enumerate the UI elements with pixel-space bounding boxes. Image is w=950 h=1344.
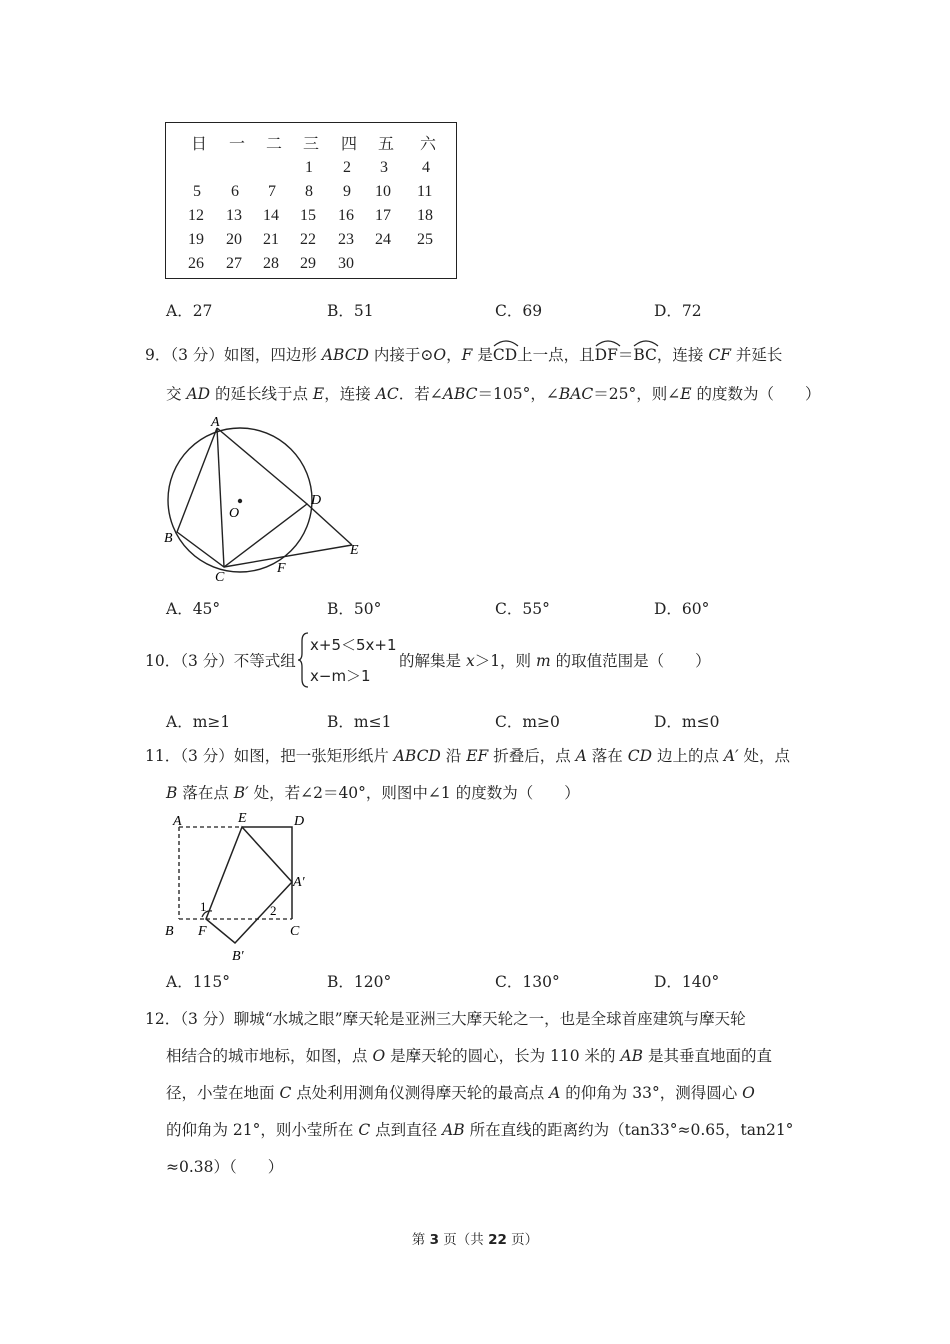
- q9-line-2: 交 AD 的延长线于点 E，连接 AC．若∠ABC＝105°，∠BAC＝25°，则∠E 的度数为（ ）: [166, 385, 821, 403]
- q10-option-b[interactable]: B．m≤1: [327, 713, 392, 731]
- label-e: E: [238, 811, 247, 826]
- calendar-header: 日: [191, 134, 208, 153]
- q10-option-d[interactable]: D．m≤0: [654, 713, 720, 731]
- label-b-prime: B′: [232, 949, 244, 964]
- q11-line-1: 11．（3 分）如图，把一张矩形纸片 ABCD 沿 EF 折叠后，点 A 落在 CD 边上的点 A′ 处，点: [145, 747, 791, 765]
- inequality-1: x+5＜5x+1: [310, 636, 397, 654]
- q8-option-b[interactable]: B．51: [327, 302, 374, 320]
- calendar-header: 三: [303, 134, 320, 153]
- q10-option-a[interactable]: A．m≥1: [166, 713, 231, 731]
- calendar-day: 26: [188, 255, 204, 272]
- calendar-day: 21: [263, 231, 279, 248]
- q12-line-1: 12．（3 分）聊城“水城之眼”摩天轮是亚洲三大摩天轮之一，也是全球首座建筑与摩天轮: [145, 1010, 746, 1028]
- calendar-day: 2: [343, 159, 351, 176]
- q9-option-d[interactable]: D．60°: [654, 600, 710, 618]
- q11-fold-figure: [160, 810, 320, 968]
- q8-option-a[interactable]: A．27: [166, 302, 213, 320]
- calendar-day: 3: [380, 159, 388, 176]
- label-b: B: [165, 924, 174, 939]
- calendar-day: 15: [300, 207, 316, 224]
- calendar-header: 四: [341, 134, 358, 153]
- calendar-table: [165, 122, 457, 279]
- calendar-day: 24: [375, 231, 391, 248]
- label-angle-2: 2: [270, 903, 277, 918]
- calendar-day: 14: [263, 207, 279, 224]
- label-b: B: [164, 531, 173, 546]
- calendar-day: 18: [417, 207, 433, 224]
- calendar-day: 28: [263, 255, 279, 272]
- q11-option-a[interactable]: A．115°: [166, 973, 231, 991]
- calendar-day: 16: [338, 207, 354, 224]
- calendar-day: 11: [417, 183, 433, 200]
- calendar-day: 9: [343, 183, 351, 200]
- q11-option-d[interactable]: D．140°: [654, 973, 720, 991]
- calendar-day: 7: [268, 183, 276, 200]
- segment-de: [307, 504, 352, 545]
- left-brace: [298, 631, 310, 689]
- calendar-day: 22: [300, 231, 316, 248]
- calendar-day: 6: [231, 183, 239, 200]
- q8-option-d[interactable]: D．72: [654, 302, 702, 320]
- calendar-header: 五: [378, 134, 395, 153]
- calendar-day: 1: [305, 159, 313, 176]
- q9-line-1: 9．（3 分）如图，四边形 ABCD 内接于⊙O，F 是 CD上一点，且 DF＝ BC，连接 CF 并延长: [145, 345, 782, 365]
- label-a: A: [211, 415, 220, 430]
- q10-prefix: 10．（3 分）不等式组: [145, 652, 296, 670]
- q10-option-c[interactable]: C．m≥0: [495, 713, 560, 731]
- label-o: O: [229, 506, 240, 521]
- calendar-header: 二: [266, 134, 283, 153]
- q11-option-c[interactable]: C．130°: [495, 973, 560, 991]
- label-c: C: [290, 924, 300, 939]
- quadrilateral-abcd: [177, 428, 307, 567]
- label-a: A: [173, 814, 182, 829]
- center-dot: [238, 499, 242, 503]
- calendar-day: 29: [300, 255, 316, 272]
- label-d: D: [294, 814, 305, 829]
- page-footer: 第 3 页（共 22 页）: [411, 1232, 539, 1248]
- calendar-day: 19: [188, 231, 204, 248]
- label-a-prime: A′: [293, 875, 305, 890]
- q9-option-b[interactable]: B．50°: [327, 600, 382, 618]
- q10-suffix: 的解集是 x＞1，则 m 的取值范围是（ ）: [399, 652, 711, 670]
- calendar-day: 8: [305, 183, 313, 200]
- q8-option-c[interactable]: C．69: [495, 302, 543, 320]
- segment-ac: [217, 428, 224, 567]
- calendar-day: 23: [338, 231, 354, 248]
- calendar-day: 13: [226, 207, 242, 224]
- calendar-day: 20: [226, 231, 242, 248]
- segment-ce: [224, 545, 352, 567]
- folded-quad: [206, 827, 292, 943]
- inequality-2: x−m＞1: [310, 667, 371, 685]
- arc-df: DF: [595, 345, 618, 365]
- q9-option-a[interactable]: A．45°: [166, 600, 221, 618]
- calendar-day: 30: [338, 255, 354, 272]
- q12-line-3: 径，小莹在地面 C 点处利用测角仪测得摩天轮的最高点 A 的仰角为 33°，测得圆心 O: [166, 1084, 755, 1102]
- calendar-day: 5: [193, 183, 201, 200]
- label-c: C: [215, 570, 225, 585]
- q9-option-c[interactable]: C．55°: [495, 600, 550, 618]
- calendar-day: 27: [226, 255, 242, 272]
- label-d: D: [311, 493, 322, 508]
- arc-cd: CD: [493, 345, 517, 365]
- q12-line-5: ≈0.38）（ ）: [166, 1158, 284, 1176]
- arc-bc: BC: [633, 345, 657, 365]
- q9-circle-figure: [160, 415, 370, 585]
- calendar-day: 25: [417, 231, 433, 248]
- q12-line-4: 的仰角为 21°，则小莹所在 C 点到直径 AB 所在直线的距离约为（tan33°≈0.65，tan21°: [166, 1121, 794, 1139]
- label-angle-1: 1: [200, 899, 207, 914]
- label-f: F: [277, 561, 286, 576]
- q11-option-b[interactable]: B．120°: [327, 973, 392, 991]
- calendar-day: 17: [375, 207, 391, 224]
- label-e: E: [350, 543, 359, 558]
- label-f: F: [198, 924, 207, 939]
- calendar-header: 六: [420, 134, 437, 153]
- calendar-day: 12: [188, 207, 204, 224]
- q11-line-2: B 落在点 B′ 处，若∠2＝40°，则图中∠1 的度数为（ ）: [166, 784, 580, 802]
- q12-line-2: 相结合的城市地标，如图，点 O 是摩天轮的圆心，长为 110 米的 AB 是其垂直地面的直: [166, 1047, 772, 1065]
- calendar-day: 4: [422, 159, 430, 176]
- calendar-header: 一: [229, 134, 246, 153]
- calendar-day: 10: [375, 183, 391, 200]
